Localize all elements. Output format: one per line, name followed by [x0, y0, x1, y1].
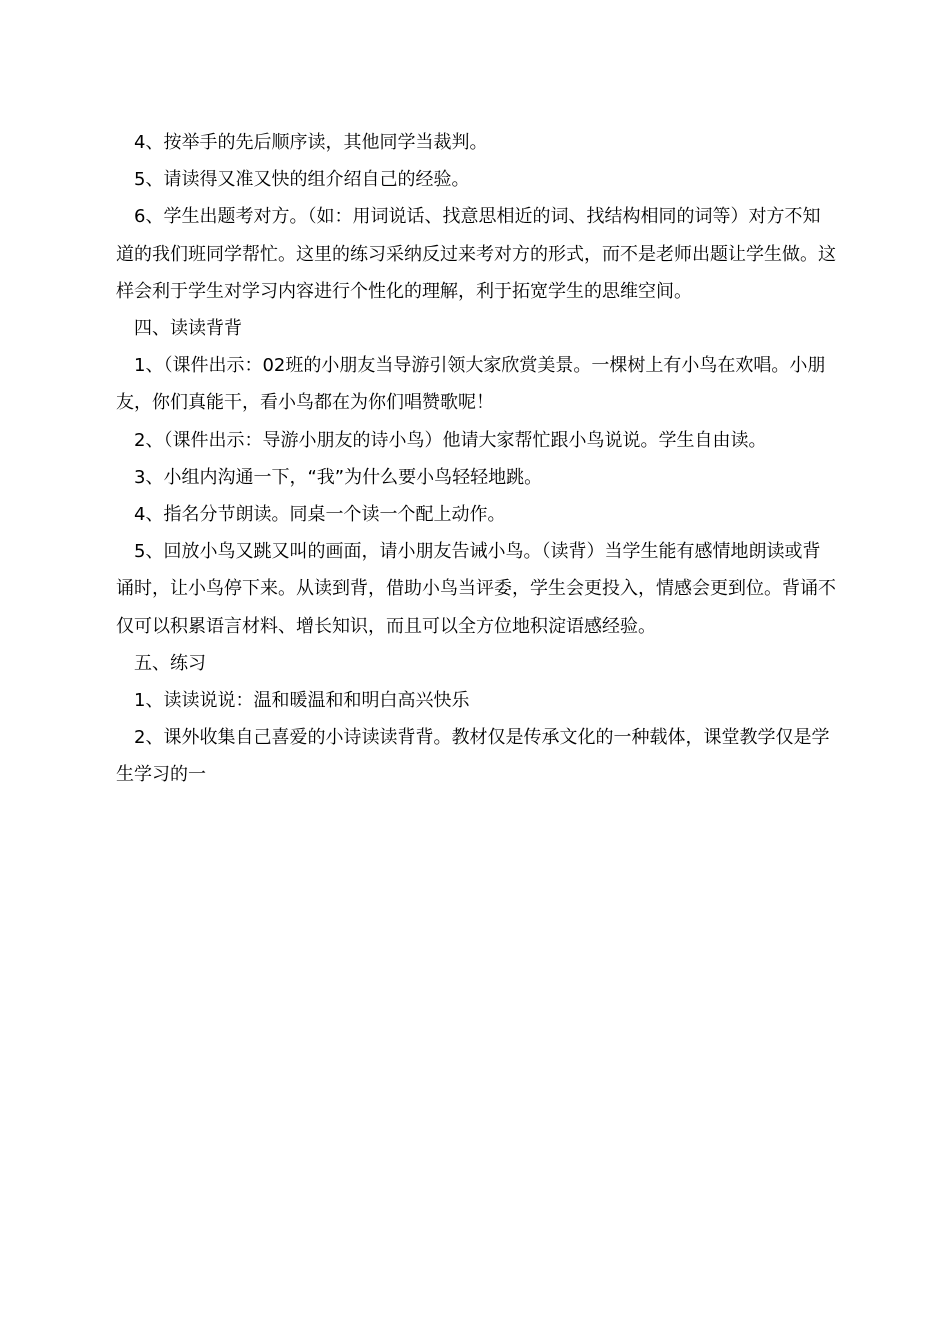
paragraph-step-5-share-experience: 5、请读得又准又快的组介绍自己的经验。	[134, 169, 470, 191]
section-heading-read-and-recite: 四、读读背背	[134, 318, 242, 340]
paragraph-recite-step-2: 2、（课件出示：导游小朋友的诗小鸟）他请大家帮忙跟小鸟说说。学生自由读。	[134, 429, 767, 451]
paragraph-recite-step-4: 4、指名分节朗读。同桌一个读一个配上动作。	[134, 504, 506, 526]
paragraph-recite-step-3: 3、小组内沟通一下，“我”为什么要小鸟轻轻地跳。	[134, 466, 543, 488]
paragraph-recite-step-1: 1、（课件出示：02班的小朋友当导游引领大家欣赏美景。一棵树上有小鸟在欢唱。小朋友，你们真能干，看小鸟都在为你们唱赞歌呢！	[116, 355, 826, 414]
paragraph-step-4-raise-hands: 4、按举手的先后顺序读，其他同学当裁判。	[134, 132, 488, 153]
paragraph-step-6-quiz-each-other: 6、学生出题考对方。（如：用词说话、找意思相近的词、找结构相同的词等）对方不知道的我们班同学帮忙。这里的练习采纳反过来考对方的形式，而不是老师出题让学生做。这样会利于学生对学习内容进行个性化的理解，利于拓宽学生的思维空间。	[116, 206, 836, 302]
paragraph-practice-step-1: 1、读读说说：温和暖温和和明白高兴快乐	[134, 690, 470, 712]
section-heading-practice: 五、练习	[134, 652, 206, 674]
paragraph-recite-step-5: 5、回放小鸟又跳又叫的画面，请小朋友告诫小鸟。（读背）当学生能有感情地朗读或背诵时，让小鸟停下来。从读到背，借助小鸟当评委，学生会更投入，情感会更到位。背诵不仅可以积累语言材料、增长知识，而且可以全方位地积淀语感经验。	[116, 541, 836, 637]
document-body	[116, 124, 836, 794]
paragraph-practice-step-2: 2、课外收集自己喜爱的小诗读读背背。教材仅是传承文化的一种载体，课堂教学仅是学生学习的一	[116, 727, 830, 786]
